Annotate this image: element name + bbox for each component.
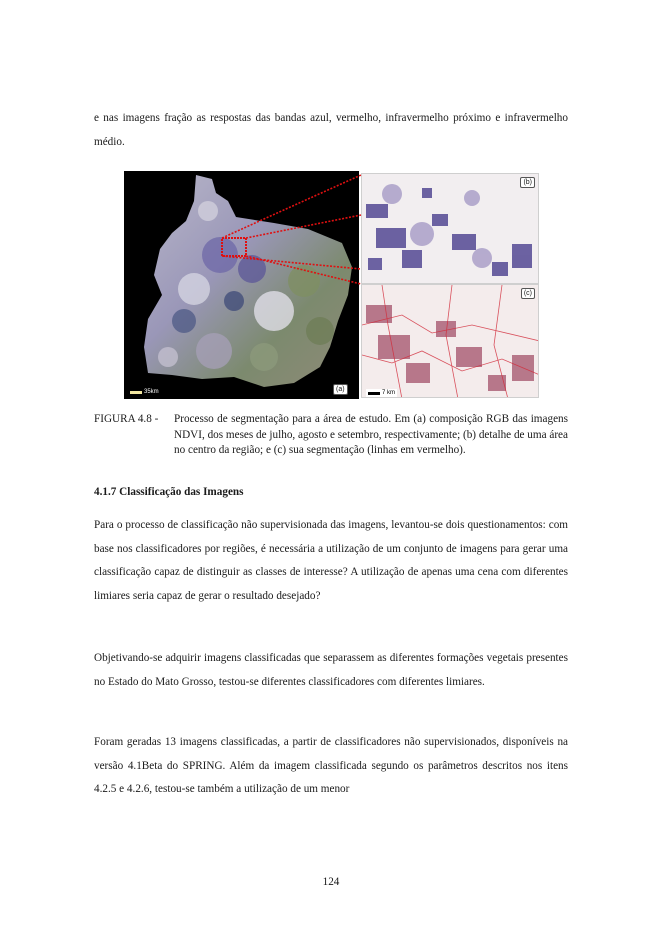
page-number: 124	[322, 876, 340, 888]
paragraph-classification-questions: Para o processo de classificação não supervisionada das imagens, levantou-se dois questionamentos: com base nos classificadores por regiões, é necessária a utilização de um conjunto de imagens para gerar uma classificação capaz de distinguir as classes de interesse? A utilização de apenas uma cena com diferentes limiares seria capaz de gerar o resultado desejado?	[94, 519, 568, 602]
scale-bar-a-graphic	[130, 391, 142, 394]
figure-panel-a-ndvi-map	[124, 171, 359, 399]
paragraph-objective: Objetivando-se adquirir imagens classificadas que separassem as diferentes formações vegetais presentes no Estado do Mato Grosso, testou-se diferentes classificadores com diferentes limiares.	[94, 652, 568, 688]
scale-bar-b-graphic	[368, 392, 380, 395]
figure-panel-b-detail	[361, 173, 539, 284]
figure-caption-label: FIGURA 4.8 -	[94, 413, 159, 425]
paragraph-intro: e nas imagens fração as respostas das bandas azul, vermelho, infravermelho próximo e infravermelho médio.	[94, 112, 568, 148]
scale-bar-a-text: 35km	[144, 389, 159, 395]
scale-bar-b	[366, 389, 397, 397]
section-heading: 4.1.7 Classificação das Imagens	[94, 486, 244, 498]
figure-panel-c-segmentation	[361, 284, 539, 398]
figure-caption-text: Processo de segmentação para a área de estudo. Em (a) composição RGB das imagens NDVI, dos meses de julho, agosto e setembro, respectivamente; (b) detalhe de uma área no centro da região; e (c) sua segmentação (linhas em vermelho).	[174, 413, 568, 457]
scale-bar-b-text: 7 km	[382, 390, 396, 396]
paragraph-classified-images: Foram geradas 13 imagens classificadas, a partir de classificadores não supervisionados, disponíveis na versão 4.1Beta do SPRING. Além da imagem classificada segundo os parâmetros descritos nos itens 4.2.5 e 4.2.6, testou-se também a utilização de um menor	[94, 736, 568, 796]
panel-a-label: (a)	[333, 384, 348, 395]
detail-image	[362, 174, 539, 284]
scale-bar-a	[128, 388, 161, 396]
segmentation-image	[362, 285, 539, 398]
panel-b-label: (b)	[520, 177, 535, 188]
panel-c-label: (c)	[521, 288, 535, 299]
figure-4-8	[124, 171, 539, 399]
mato-grosso-map-image	[124, 171, 359, 399]
